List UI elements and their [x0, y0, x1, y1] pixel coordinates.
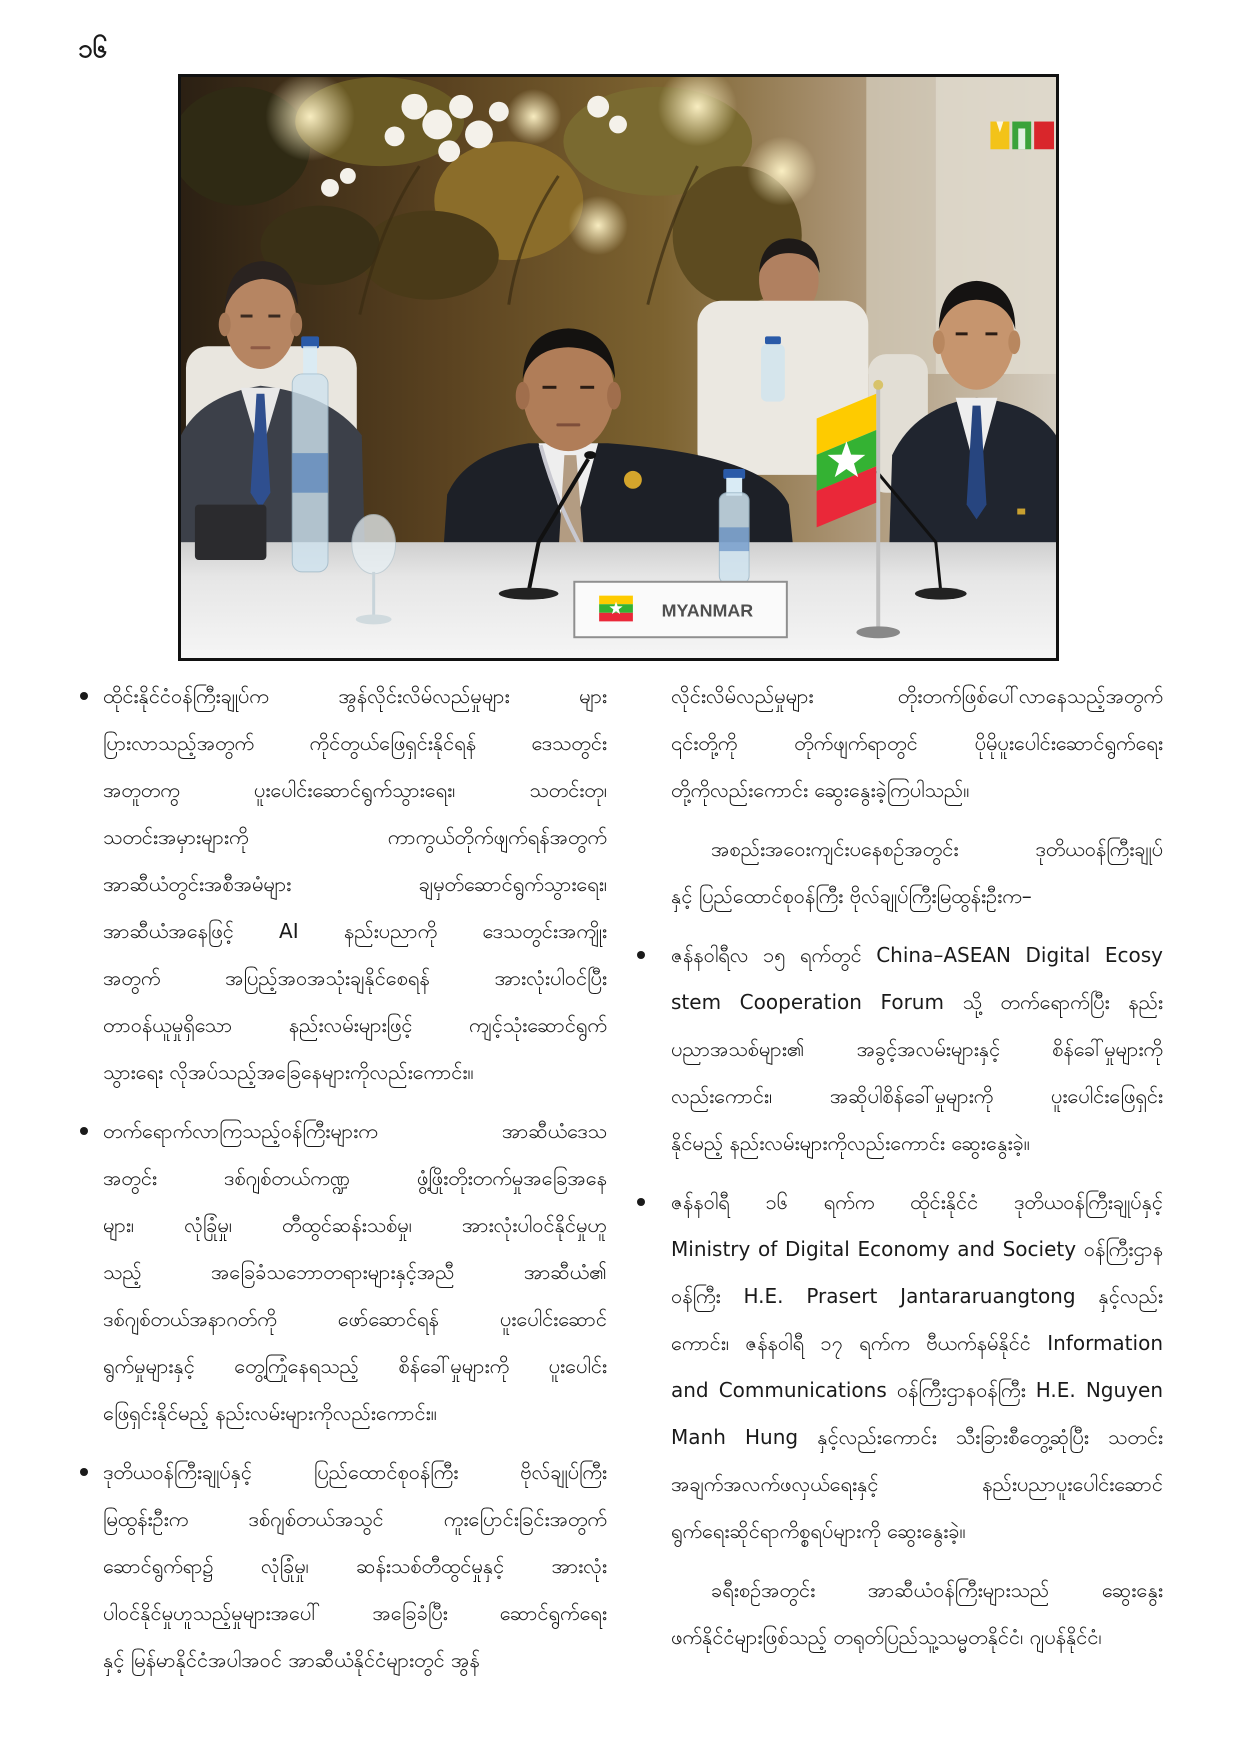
- text-line: ကောင်း၊ ဇန်နဝါရီ ၁၇ ရက်က ဗီယက်နမ်နိုင်ငံ Information: [671, 1331, 1163, 1355]
- text-line: ပညာအသစ်များ၏ အခွင့်အလမ်းများနှင့် စိန်ခေါ်မှုများကို: [671, 1037, 1163, 1061]
- tablet-device: [195, 505, 267, 560]
- bullet-item: [671, 932, 1163, 1167]
- bullet-item: [671, 1179, 1163, 1555]
- text-line: ဖက်နိုင်ငံများဖြစ်သည့် တရုတ်ပြည်သူ့သမ္မတနိုင်ငံ၊ ဂျပန်နိုင်ငံ၊: [671, 1625, 1102, 1649]
- text-line: အတွက် အပြည့်အဝအသုံးချနိုင်စေရန် အားလုံးပါဝင်ပြီး: [103, 966, 607, 990]
- text-line: တာဝန်ယူမှုရှိသော နည်းလမ်းများဖြင့် ကျင့်သုံးဆောင်ရွက်: [103, 1013, 607, 1037]
- text-line: တို့ကိုလည်းကောင်း ဆွေးနွေးခဲ့ကြပါသည်။: [671, 778, 970, 802]
- text-line: ဒစ်ဂျစ်တယ်အနာဂတ်ကို ဖော်ဆောင်ရန် ပူးပေါင်းဆောင်: [103, 1307, 607, 1331]
- page-number: ၁၆: [78, 34, 108, 64]
- paragraph-continuation: [671, 673, 1163, 814]
- text-line: ဖြေရှင်းနိုင်မည့် နည်းလမ်းများကိုလည်းကောင်း။: [103, 1401, 437, 1425]
- text-line: သည့် အခြေခံသဘောတရားများနှင့်အညီ အာဆီယံ၏: [103, 1260, 607, 1284]
- news-photo: [178, 74, 1059, 661]
- nameplate-text: MYANMAR: [661, 600, 754, 621]
- text-line: သတင်းအမှားများကို ကာကွယ်တိုက်ဖျက်ရန်အတွက်: [103, 825, 607, 849]
- text-line: ရွက်ရေးဆိုင်ရာကိစ္စရပ်များကို ဆွေးနွေးခဲ့။: [671, 1519, 966, 1543]
- text-line: လိုင်းလိမ်လည်မှုများ တိုးတက်ဖြစ်ပေါ်လာနေသည့်အတွက်: [671, 684, 1163, 708]
- text-line: ရွက်မှုများနှင့် တွေ့ကြုံနေရသည့် စိန်ခေါ်မှုများကို ပူးပေါင်း: [103, 1354, 607, 1378]
- text-line: အစည်းအဝေးကျင်းပနေစဉ်အတွင်း ဒုတိယဝန်ကြီးချုပ်: [711, 837, 1163, 861]
- text-line: ဒုတိယဝန်ကြီးချုပ်နှင့် ပြည်ထောင်စုဝန်ကြီး ဗိုလ်ချုပ်ကြီး: [103, 1460, 607, 1484]
- text-line: မြထွန်းဦးက ဒစ်ဂျစ်တယ်အသွင် ကူးပြောင်းခြင်းအတွက်: [103, 1507, 607, 1531]
- text-line: ထိုင်းနိုင်ငံဝန်ကြီးချုပ်က အွန်လိုင်းလိမ်လည်မှုများ များ: [103, 684, 607, 708]
- text-line: stem Cooperation Forum သို့ တက်ရောက်ပြီး နည်း: [671, 990, 1163, 1014]
- text-line: ဇန်နဝါရီလ ၁၅ ရက်တွင် China–ASEAN Digital Ecosy: [671, 943, 1163, 967]
- right-text-column: [671, 673, 1163, 1673]
- text-line: Manh Hung နှင့်လည်းကောင်း သီးခြားစီတွေ့ဆုံပြီး သတင်း: [671, 1425, 1163, 1449]
- text-line: လည်းကောင်း၊ အဆိုပါစိန်ခေါ်မှုများကို ပူးပေါင်းဖြေရှင်း: [671, 1084, 1163, 1108]
- text-line: နိုင်မည့် နည်းလမ်းများကိုလည်းကောင်း ဆွေးနွေးခဲ့။: [671, 1131, 1030, 1155]
- country-nameplate: [574, 582, 787, 637]
- text-line: ဆောင်ရွက်ရာ၌ လုံခြုံမှု၊ ဆန်းသစ်တီထွင်မှုနှင့် အားလုံး: [103, 1554, 607, 1578]
- left-text-column: [103, 673, 607, 1696]
- meeting-photo-illustration: [181, 77, 1056, 658]
- text-line: and Communications ဝန်ကြီးဌာနဝန်ကြီး H.E. Nguyen: [671, 1378, 1163, 1402]
- bullet-item: [103, 1108, 607, 1437]
- bullet-item: [103, 673, 607, 1096]
- text-line: ခရီးစဉ်အတွင်း အာဆီယံဝန်ကြီးများသည် ဆွေးနွေး: [711, 1578, 1163, 1602]
- broadcaster-logo: [990, 122, 1054, 150]
- text-line: သွားရေး လိုအပ်သည့်အခြေနေများကိုလည်းကောင်း။: [103, 1060, 474, 1084]
- text-line: အာဆီယံတွင်းအစီအမံများ ချမှတ်ဆောင်ရွက်သွားရေး၊: [103, 872, 607, 896]
- text-line: တက်ရောက်လာကြသည့်ဝန်ကြီးများက အာဆီယံဒေသ: [103, 1119, 607, 1143]
- bullet-point-icon: [637, 951, 645, 959]
- bullet-point-icon: [637, 1198, 645, 1206]
- text-line: နှင့် ပြည်ထောင်စုဝန်ကြီး ဗိုလ်ချုပ်ကြီးမြထွန်းဦးက–: [671, 884, 1032, 908]
- bullet-point-icon: [80, 692, 88, 700]
- paragraph: [671, 1567, 1163, 1661]
- bullet-point-icon: [80, 1468, 88, 1476]
- text-line: အာဆီယံအနေဖြင့် AI နည်းပညာကို ဒေသတွင်းအကျိုး: [103, 919, 607, 943]
- paragraph: [671, 826, 1163, 920]
- lapel-badge: [624, 471, 642, 489]
- text-line: ဇန်နဝါရီ ၁၆ ရက်က ထိုင်းနိုင်ငံ ဒုတိယဝန်ကြီးချုပ်နှင့်: [671, 1190, 1163, 1214]
- text-line: နှင့် မြန်မာနိုင်ငံအပါအဝင် အာဆီယံနိုင်ငံများတွင် အွန်: [103, 1648, 480, 1672]
- text-line: အတွင်း ဒစ်ဂျစ်တယ်ကဏ္ဍ ဖွံ့ဖြိုးတိုးတက်မှုအခြေအနေ: [103, 1166, 607, 1190]
- text-line: ဝန်ကြီး H.E. Prasert Jantararuangtong နှင့်လည်း: [671, 1284, 1163, 1308]
- text-line: ပါဝင်နိုင်မှုဟူသည့်မှုများအပေါ် အခြေခံပြီး ဆောင်ရွက်ရေး: [103, 1601, 607, 1625]
- bullet-point-icon: [80, 1127, 88, 1135]
- text-line: ၎င်းတို့ကို တိုက်ဖျက်ရာတွင် ပိုမိုပူးပေါင်းဆောင်ရွက်ရေး: [671, 731, 1163, 755]
- text-line: Ministry of Digital Economy and Society ဝန်ကြီးဌာန: [671, 1237, 1163, 1261]
- text-line: အချက်အလက်ဖလှယ်ရေးနှင့် နည်းပညာပူးပေါင်းဆောင်: [671, 1472, 1163, 1496]
- bullet-item: [103, 1449, 607, 1684]
- text-line: များ၊ လုံခြုံမှု၊ တီထွင်ဆန်းသစ်မှု၊ အားလုံးပါဝင်နိုင်မှုဟူ: [103, 1213, 607, 1237]
- text-line: ပြားလာသည့်အတွက် ကိုင်တွယ်ဖြေရှင်းနိုင်ရန် ဒေသတွင်း: [103, 731, 607, 755]
- text-line: အတူတကွ ပူးပေါင်းဆောင်ရွက်သွားရေး၊ သတင်းတု၊: [103, 778, 607, 802]
